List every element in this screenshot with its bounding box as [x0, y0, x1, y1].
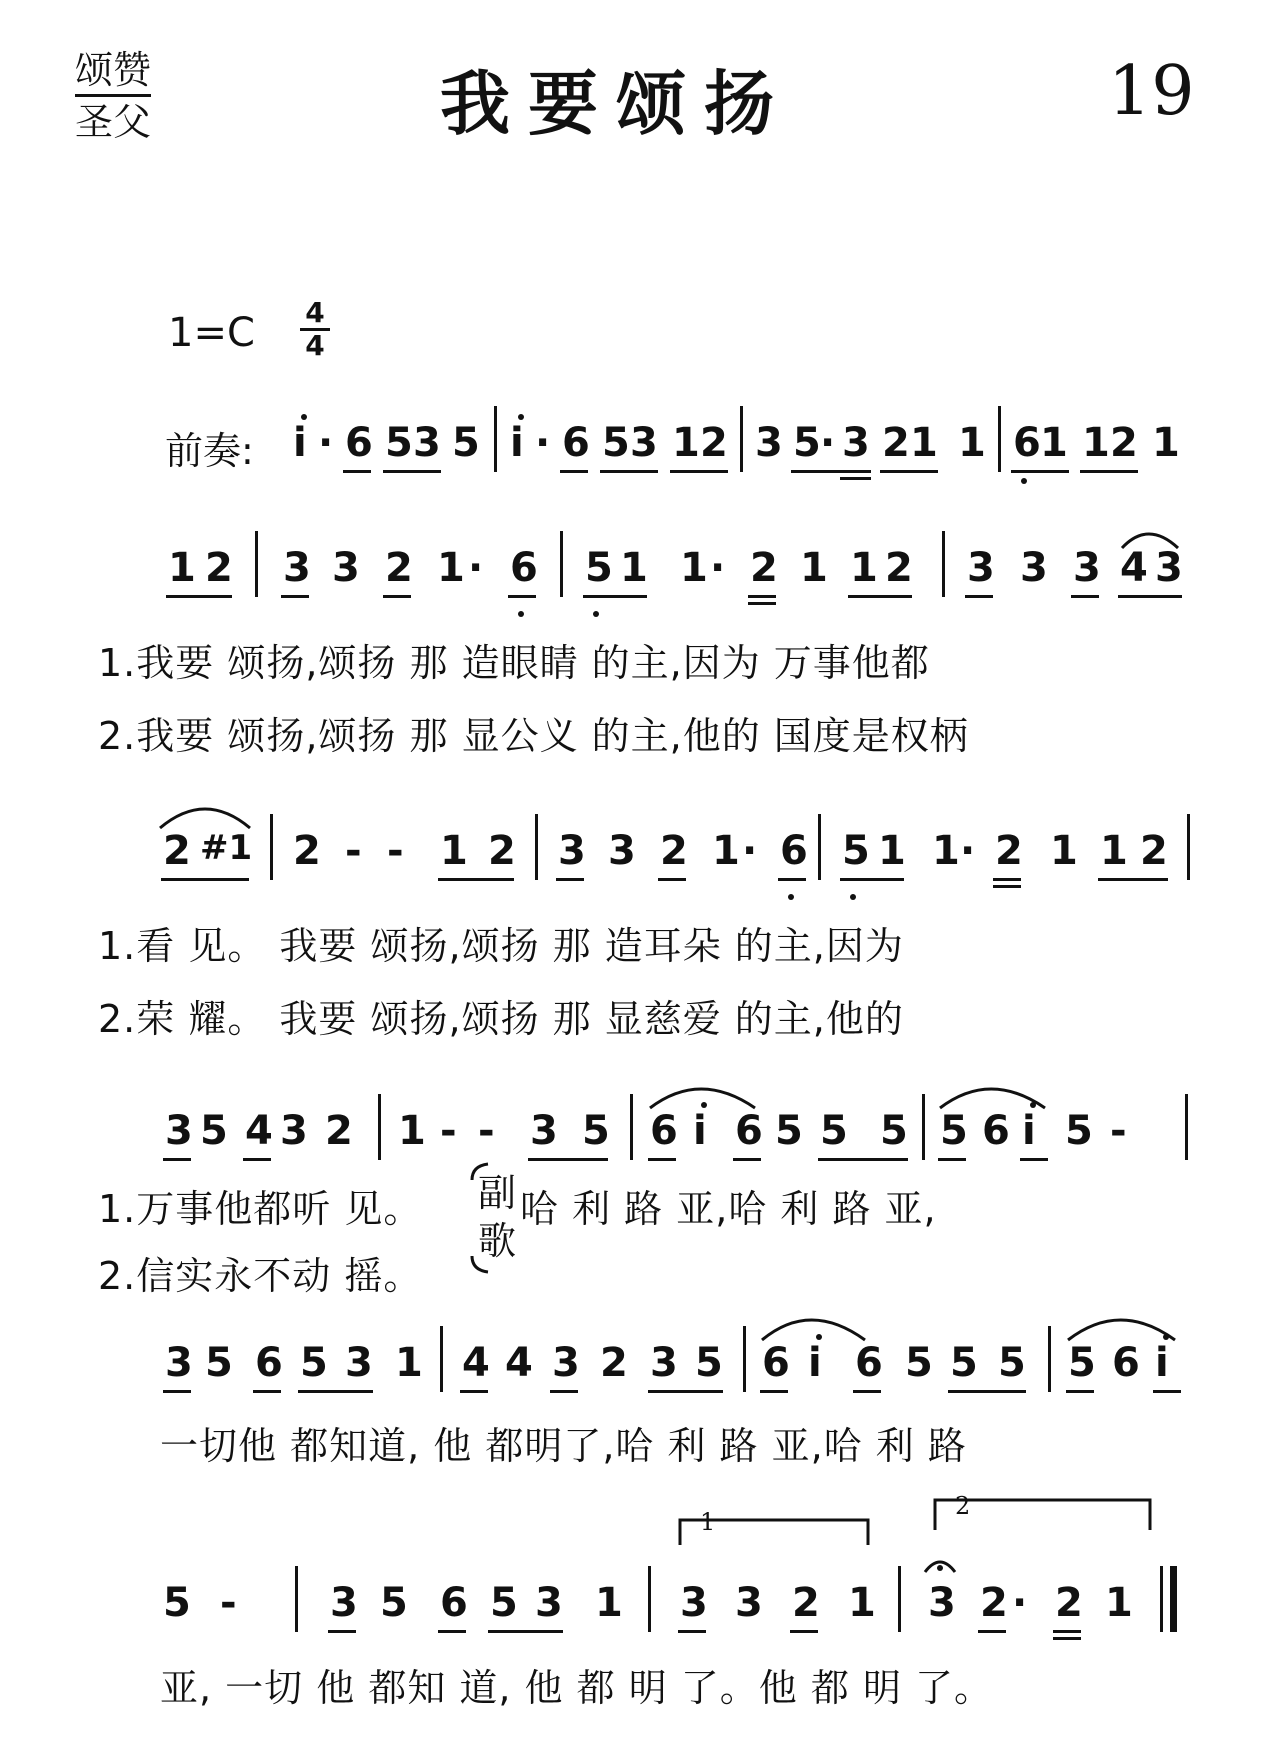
note: 2 [700, 420, 728, 466]
note: #1 [200, 828, 253, 868]
note: 1 [168, 545, 196, 591]
note: 5 [300, 1340, 328, 1386]
chorus-label-2: 歌 [478, 1219, 518, 1263]
note: 3 [280, 1108, 308, 1154]
note: i [808, 1340, 822, 1386]
note: 3 [332, 545, 360, 591]
note: 3 [530, 1108, 558, 1154]
note: 2 [980, 1580, 1008, 1626]
note: 1 [395, 1340, 423, 1386]
note: 1 [932, 828, 960, 874]
note: 5 [793, 420, 821, 466]
note: 5 [842, 828, 870, 874]
note: 1 [958, 420, 986, 466]
note: 5 [452, 420, 480, 466]
note: 1 [1082, 420, 1110, 466]
slur-arc [940, 1089, 1045, 1108]
volta-first-label: 1 [700, 1508, 716, 1536]
note: 1 [1040, 420, 1068, 466]
note: 2 [385, 545, 413, 591]
note: · [960, 828, 976, 874]
note: - [478, 1108, 495, 1154]
note: i [693, 1108, 707, 1154]
note: 4 [505, 1340, 533, 1386]
lyrics-line-3-verse-2: 2.荣 耀。 我要 颂扬,颂扬 那 显慈爱 的主,他的 [98, 997, 904, 1041]
note: 3 [1073, 545, 1101, 591]
tie-arc [160, 809, 250, 828]
note: 5 [163, 1580, 191, 1626]
note: 5 [905, 1340, 933, 1386]
note: 3 [630, 420, 658, 466]
note: 6 [780, 828, 808, 874]
note: 2 [293, 828, 321, 874]
note: 3 [165, 1340, 193, 1386]
note: 5 [950, 1340, 978, 1386]
note: 1 [800, 545, 828, 591]
note: 4 [245, 1108, 273, 1154]
chorus-label-1: 副 [478, 1171, 518, 1215]
note: i [1155, 1340, 1169, 1386]
note: 2 [750, 545, 778, 591]
note: 3 [928, 1580, 956, 1626]
bracket [472, 1256, 488, 1272]
note: 6 [255, 1340, 283, 1386]
note: 3 [558, 828, 586, 874]
note: 3 [680, 1580, 708, 1626]
note: 2 [1055, 1580, 1083, 1626]
note: - [440, 1108, 457, 1154]
note: 1 [848, 1580, 876, 1626]
note: 1 [850, 545, 878, 591]
note: 5 [820, 1108, 848, 1154]
note: 3 [842, 420, 870, 466]
note: 1 [1100, 828, 1128, 874]
note: 5 [1068, 1340, 1096, 1386]
note: 6 [735, 1108, 763, 1154]
note: 6 [982, 1108, 1010, 1154]
note: - [345, 828, 362, 874]
category-top: 颂赞 [75, 48, 151, 97]
song-title: 我要颂扬 [440, 63, 792, 145]
note: 5 [1065, 1108, 1093, 1154]
note: 5 [998, 1340, 1026, 1386]
note: 4 [462, 1340, 490, 1386]
note: 5 [880, 1108, 908, 1154]
note: 3 [1020, 545, 1048, 591]
note: 2 [205, 545, 233, 591]
meter-bottom: 4 [305, 329, 325, 362]
note: 1 [440, 828, 468, 874]
lyrics-line-3-verse-1: 1.看 见。 我要 颂扬,颂扬 那 造耳朵 的主,因为 [98, 924, 904, 968]
lyrics-line-2-verse-2: 2.我要 颂扬,颂扬 那 显公义 的主,他的 国度是权柄 [98, 714, 969, 758]
key-signature: 1=C [168, 310, 255, 356]
note: - [1110, 1108, 1127, 1154]
note: 3 [650, 1340, 678, 1386]
note: 6 [345, 420, 373, 466]
category-bottom: 圣父 [75, 100, 152, 144]
note: 3 [967, 545, 995, 591]
note: 5 [200, 1108, 228, 1154]
note: 1 [712, 828, 740, 874]
note: 5 [490, 1580, 518, 1626]
page-number: 19 [1108, 52, 1195, 131]
note: 2 [792, 1580, 820, 1626]
note: · [1012, 1580, 1028, 1626]
note: 1 [1105, 1580, 1133, 1626]
note: 6 [510, 545, 538, 591]
note: 2 [660, 828, 688, 874]
bracket [472, 1164, 488, 1180]
note: 3 [755, 420, 783, 466]
note: 2 [1110, 420, 1138, 466]
note: 2 [1140, 828, 1168, 874]
note: 6 [762, 1340, 790, 1386]
note: · [318, 420, 334, 466]
note: · [742, 828, 758, 874]
note: 5 [602, 420, 630, 466]
volta-second-label: 2 [955, 1492, 971, 1520]
note: 2 [163, 828, 191, 874]
note: 1 [680, 545, 708, 591]
prelude-label: 前奏: [165, 429, 254, 473]
note: 3 [552, 1340, 580, 1386]
note: · [535, 420, 551, 466]
note: 1 [878, 828, 906, 874]
note: - [220, 1580, 237, 1626]
note: · [468, 545, 484, 591]
lyrics-line-4-verse-2: 2.信实永不动 摇。 [98, 1254, 423, 1298]
note: 1 [1050, 828, 1078, 874]
note: 3 [345, 1340, 373, 1386]
note: 5 [385, 420, 413, 466]
lyrics-line-4-verse-1: 1.万事他都听 见。 [98, 1187, 423, 1231]
note: 3 [535, 1580, 563, 1626]
note: 5 [380, 1580, 408, 1626]
note: 5 [585, 545, 613, 591]
note: 3 [165, 1108, 193, 1154]
note: i [510, 420, 524, 466]
note: 2 [882, 420, 910, 466]
lyrics-line-2-verse-1: 1.我要 颂扬,颂扬 那 造眼睛 的主,因为 万事他都 [98, 641, 930, 685]
lyrics-line-5: 一切他 都知道, 他 都明了,哈 利 路 亚,哈 利 路 [160, 1424, 967, 1468]
note: i [293, 420, 307, 466]
note: 6 [562, 420, 590, 466]
note: i [1022, 1108, 1036, 1154]
volta-bracket-2 [935, 1500, 1150, 1530]
note: 2 [995, 828, 1023, 874]
note: 1 [1152, 420, 1180, 466]
slur-arc [650, 1089, 755, 1108]
tie-arc [1122, 534, 1178, 548]
note: 1 [437, 545, 465, 591]
note: 2 [488, 828, 516, 874]
note: 5 [582, 1108, 610, 1154]
note: · [710, 545, 726, 591]
note: 6 [1112, 1340, 1140, 1386]
note: 3 [413, 420, 441, 466]
note: 6 [650, 1108, 678, 1154]
note: 6 [1013, 420, 1041, 466]
meter-top: 4 [300, 298, 330, 331]
note: · [820, 420, 836, 466]
note: 5 [205, 1340, 233, 1386]
note: 6 [440, 1580, 468, 1626]
note: 4 [1120, 545, 1148, 591]
note: 1 [672, 420, 700, 466]
lyrics-chorus-line-4: 哈 利 路 亚,哈 利 路 亚, [520, 1187, 937, 1231]
note: 3 [608, 828, 636, 874]
note: 1 [595, 1580, 623, 1626]
note: 3 [283, 545, 311, 591]
lyrics-line-6: 亚, 一切 他 都知 道, 他 都 明 了。他 都 明 了。 [160, 1666, 994, 1710]
note: 3 [330, 1580, 358, 1626]
note: 1 [620, 545, 648, 591]
slur-arc [1068, 1320, 1175, 1340]
note: 1 [910, 420, 938, 466]
note: 5 [695, 1340, 723, 1386]
note: 6 [855, 1340, 883, 1386]
note: 5 [775, 1108, 803, 1154]
slur-arc [762, 1320, 865, 1340]
note: 3 [1155, 545, 1183, 591]
note: 1 [398, 1108, 426, 1154]
note: 2 [885, 545, 913, 591]
note: 2 [600, 1340, 628, 1386]
note: 5 [940, 1108, 968, 1154]
fermata-dot [937, 1565, 943, 1571]
note: 3 [735, 1580, 763, 1626]
note: - [387, 828, 404, 874]
volta-bracket-1 [680, 1520, 868, 1545]
note: 2 [325, 1108, 353, 1154]
